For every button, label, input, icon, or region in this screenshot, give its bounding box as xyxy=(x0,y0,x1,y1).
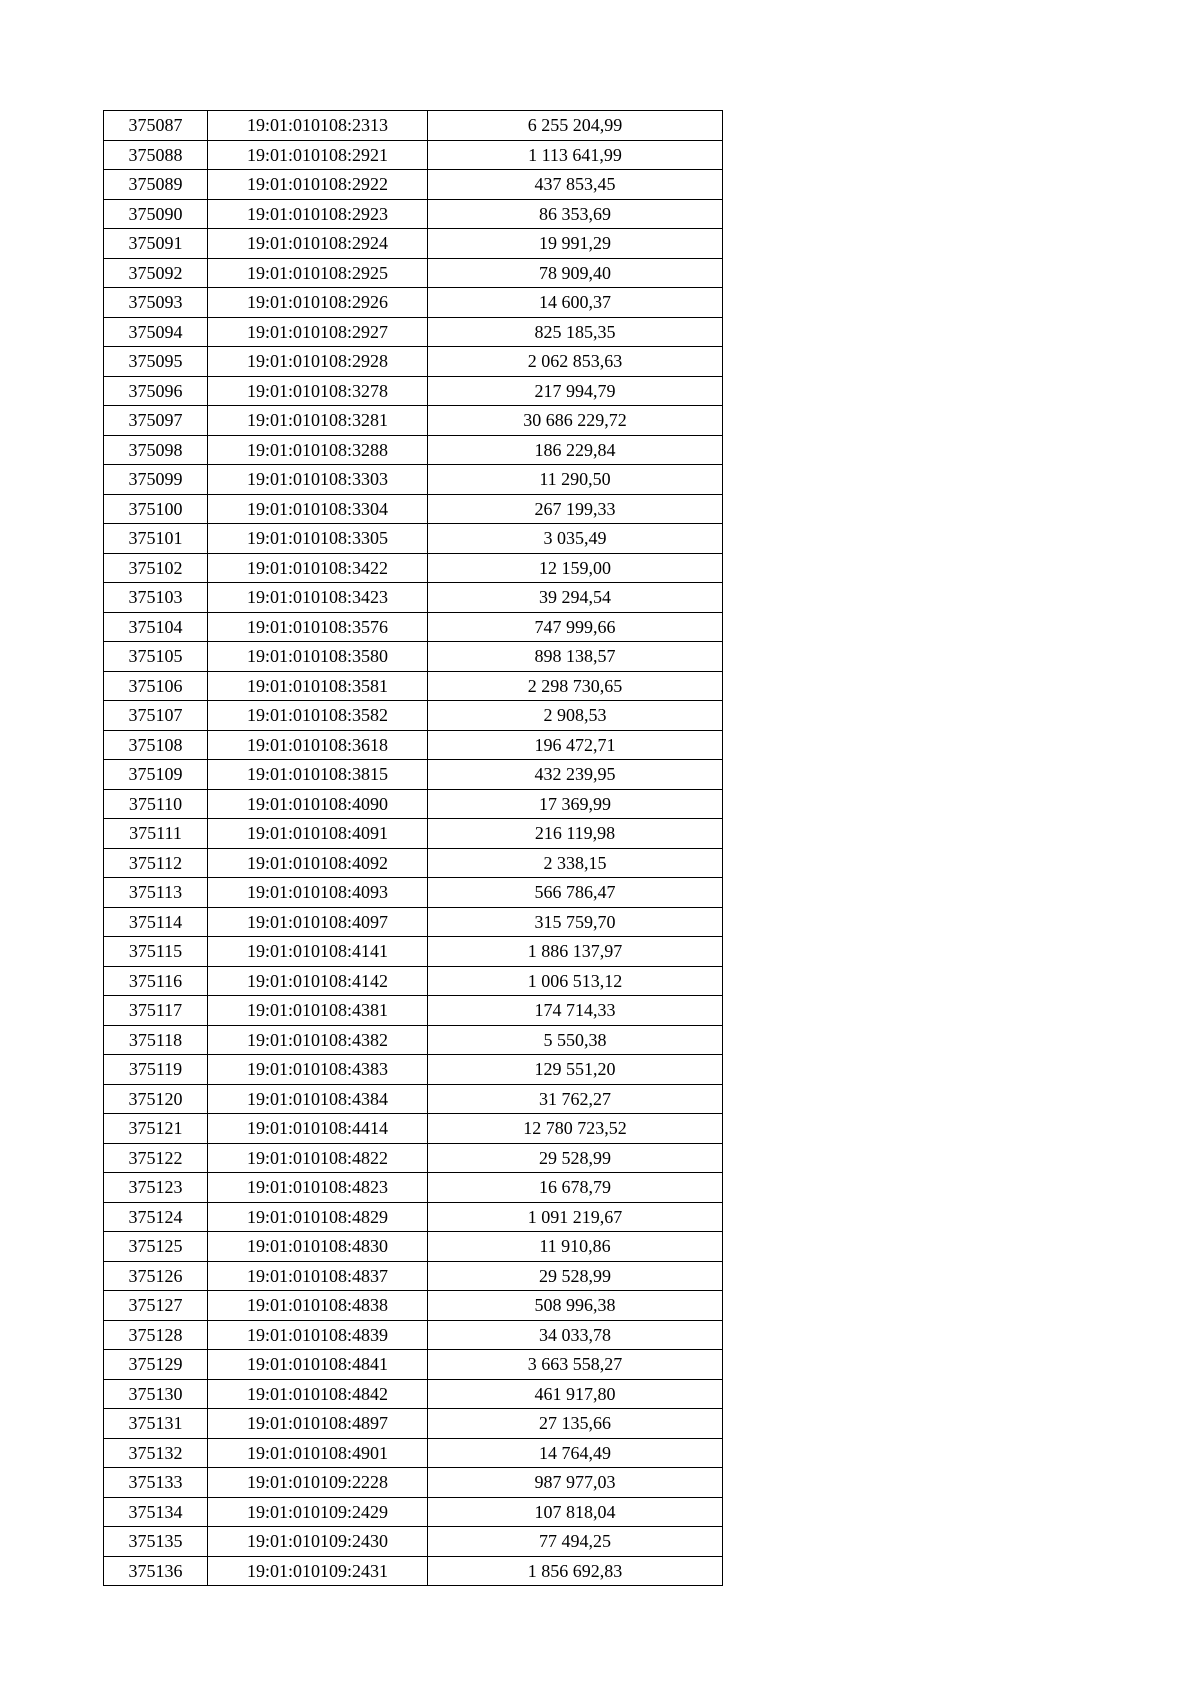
cadastral-value-cell: 174 714,33 xyxy=(428,996,723,1026)
cadastral-value-cell: 78 909,40 xyxy=(428,258,723,288)
row-number-cell: 375120 xyxy=(104,1084,208,1114)
cadastral-value-cell: 825 185,35 xyxy=(428,317,723,347)
cadastral-number-cell: 19:01:010108:3423 xyxy=(208,583,428,613)
cadastral-value-cell: 29 528,99 xyxy=(428,1261,723,1291)
cadastral-value-cell: 12 780 723,52 xyxy=(428,1114,723,1144)
table-row xyxy=(104,553,723,583)
row-number-cell: 375118 xyxy=(104,1025,208,1055)
cadastral-number-cell: 19:01:010108:3581 xyxy=(208,671,428,701)
cadastral-number-cell: 19:01:010108:2923 xyxy=(208,199,428,229)
row-number-cell: 375121 xyxy=(104,1114,208,1144)
cadastral-number-cell: 19:01:010108:4897 xyxy=(208,1409,428,1439)
cadastral-number-cell: 19:01:010108:2927 xyxy=(208,317,428,347)
table-row xyxy=(104,966,723,996)
table-row xyxy=(104,435,723,465)
table-row xyxy=(104,878,723,908)
table-row xyxy=(104,1055,723,1085)
row-number-cell: 375091 xyxy=(104,229,208,259)
cadastral-value-cell: 747 999,66 xyxy=(428,612,723,642)
cadastral-number-cell: 19:01:010108:3582 xyxy=(208,701,428,731)
row-number-cell: 375105 xyxy=(104,642,208,672)
cadastral-number-cell: 19:01:010108:3305 xyxy=(208,524,428,554)
row-number-cell: 375103 xyxy=(104,583,208,613)
cadastral-value-cell: 12 159,00 xyxy=(428,553,723,583)
row-number-cell: 375094 xyxy=(104,317,208,347)
row-number-cell: 375111 xyxy=(104,819,208,849)
table-row xyxy=(104,1409,723,1439)
cadastral-number-cell: 19:01:010108:4382 xyxy=(208,1025,428,1055)
row-number-cell: 375110 xyxy=(104,789,208,819)
cadastral-value-cell: 86 353,69 xyxy=(428,199,723,229)
cadastral-value-cell: 461 917,80 xyxy=(428,1379,723,1409)
row-number-cell: 375131 xyxy=(104,1409,208,1439)
table-row xyxy=(104,1497,723,1527)
cadastral-number-cell: 19:01:010108:4837 xyxy=(208,1261,428,1291)
table-row xyxy=(104,406,723,436)
cadastral-number-cell: 19:01:010108:4090 xyxy=(208,789,428,819)
cadastral-value-cell: 987 977,03 xyxy=(428,1468,723,1498)
row-number-cell: 375123 xyxy=(104,1173,208,1203)
cadastral-value-cell: 11 910,86 xyxy=(428,1232,723,1262)
cadastral-number-cell: 19:01:010108:4830 xyxy=(208,1232,428,1262)
cadastral-number-cell: 19:01:010109:2431 xyxy=(208,1556,428,1586)
cadastral-value-cell: 1 113 641,99 xyxy=(428,140,723,170)
cadastral-value-cell: 5 550,38 xyxy=(428,1025,723,1055)
cadastral-value-cell: 315 759,70 xyxy=(428,907,723,937)
table-row xyxy=(104,1173,723,1203)
cadastral-number-cell: 19:01:010109:2430 xyxy=(208,1527,428,1557)
cadastral-value-cell: 17 369,99 xyxy=(428,789,723,819)
table-row xyxy=(104,1261,723,1291)
cadastral-number-cell: 19:01:010108:2922 xyxy=(208,170,428,200)
cadastral-value-cell: 3 035,49 xyxy=(428,524,723,554)
table-row xyxy=(104,1320,723,1350)
cadastral-number-cell: 19:01:010108:2313 xyxy=(208,111,428,141)
table-row xyxy=(104,612,723,642)
table-row xyxy=(104,789,723,819)
row-number-cell: 375132 xyxy=(104,1438,208,1468)
cadastral-number-cell: 19:01:010108:2926 xyxy=(208,288,428,318)
table-row xyxy=(104,288,723,318)
cadastral-value-cell: 898 138,57 xyxy=(428,642,723,672)
cadastral-number-cell: 19:01:010108:3278 xyxy=(208,376,428,406)
row-number-cell: 375127 xyxy=(104,1291,208,1321)
cadastral-value-cell: 107 818,04 xyxy=(428,1497,723,1527)
cadastral-value-cell: 216 119,98 xyxy=(428,819,723,849)
table-row xyxy=(104,1025,723,1055)
cadastral-value-table xyxy=(103,110,723,1586)
row-number-cell: 375096 xyxy=(104,376,208,406)
row-number-cell: 375093 xyxy=(104,288,208,318)
cadastral-number-cell: 19:01:010108:4093 xyxy=(208,878,428,908)
cadastral-number-cell: 19:01:010108:2924 xyxy=(208,229,428,259)
cadastral-number-cell: 19:01:010108:3618 xyxy=(208,730,428,760)
row-number-cell: 375088 xyxy=(104,140,208,170)
cadastral-value-cell: 437 853,45 xyxy=(428,170,723,200)
cadastral-number-cell: 19:01:010108:3288 xyxy=(208,435,428,465)
cadastral-value-cell: 31 762,27 xyxy=(428,1084,723,1114)
cadastral-value-cell: 30 686 229,72 xyxy=(428,406,723,436)
cadastral-value-cell: 217 994,79 xyxy=(428,376,723,406)
cadastral-number-cell: 19:01:010108:3304 xyxy=(208,494,428,524)
table-row xyxy=(104,376,723,406)
cadastral-value-cell: 2 298 730,65 xyxy=(428,671,723,701)
table-row xyxy=(104,140,723,170)
row-number-cell: 375108 xyxy=(104,730,208,760)
table-row xyxy=(104,996,723,1026)
table-row xyxy=(104,1114,723,1144)
row-number-cell: 375119 xyxy=(104,1055,208,1085)
cadastral-value-cell: 2 338,15 xyxy=(428,848,723,878)
cadastral-value-cell: 27 135,66 xyxy=(428,1409,723,1439)
cadastral-number-cell: 19:01:010108:2921 xyxy=(208,140,428,170)
table-row xyxy=(104,701,723,731)
row-number-cell: 375129 xyxy=(104,1350,208,1380)
cadastral-number-cell: 19:01:010108:2925 xyxy=(208,258,428,288)
cadastral-value-cell: 432 239,95 xyxy=(428,760,723,790)
cadastral-number-cell: 19:01:010108:2928 xyxy=(208,347,428,377)
table-row xyxy=(104,1438,723,1468)
cadastral-number-cell: 19:01:010108:4384 xyxy=(208,1084,428,1114)
cadastral-number-cell: 19:01:010108:4839 xyxy=(208,1320,428,1350)
row-number-cell: 375090 xyxy=(104,199,208,229)
table-row xyxy=(104,760,723,790)
cadastral-value-cell: 129 551,20 xyxy=(428,1055,723,1085)
row-number-cell: 375089 xyxy=(104,170,208,200)
cadastral-number-cell: 19:01:010108:3576 xyxy=(208,612,428,642)
cadastral-number-cell: 19:01:010108:4901 xyxy=(208,1438,428,1468)
row-number-cell: 375100 xyxy=(104,494,208,524)
table-row xyxy=(104,671,723,701)
row-number-cell: 375112 xyxy=(104,848,208,878)
cadastral-value-cell: 186 229,84 xyxy=(428,435,723,465)
table-row xyxy=(104,524,723,554)
cadastral-value-cell: 3 663 558,27 xyxy=(428,1350,723,1380)
table-row xyxy=(104,1379,723,1409)
table-row xyxy=(104,730,723,760)
cadastral-number-cell: 19:01:010108:4142 xyxy=(208,966,428,996)
cadastral-number-cell: 19:01:010108:3580 xyxy=(208,642,428,672)
cadastral-number-cell: 19:01:010108:4092 xyxy=(208,848,428,878)
table-row xyxy=(104,1232,723,1262)
row-number-cell: 375087 xyxy=(104,111,208,141)
cadastral-value-cell: 1 856 692,83 xyxy=(428,1556,723,1586)
cadastral-number-cell: 19:01:010108:4841 xyxy=(208,1350,428,1380)
row-number-cell: 375125 xyxy=(104,1232,208,1262)
cadastral-number-cell: 19:01:010108:3422 xyxy=(208,553,428,583)
table-row xyxy=(104,465,723,495)
table-row xyxy=(104,1291,723,1321)
row-number-cell: 375134 xyxy=(104,1497,208,1527)
row-number-cell: 375114 xyxy=(104,907,208,937)
table-row xyxy=(104,317,723,347)
cadastral-number-cell: 19:01:010108:4141 xyxy=(208,937,428,967)
table-row xyxy=(104,848,723,878)
table-row xyxy=(104,494,723,524)
cadastral-number-cell: 19:01:010108:3281 xyxy=(208,406,428,436)
cadastral-value-cell: 508 996,38 xyxy=(428,1291,723,1321)
row-number-cell: 375113 xyxy=(104,878,208,908)
row-number-cell: 375116 xyxy=(104,966,208,996)
table-row xyxy=(104,170,723,200)
table-row xyxy=(104,1468,723,1498)
row-number-cell: 375098 xyxy=(104,435,208,465)
table-row xyxy=(104,1527,723,1557)
table-row xyxy=(104,583,723,613)
table-row xyxy=(104,1202,723,1232)
row-number-cell: 375106 xyxy=(104,671,208,701)
table-row xyxy=(104,111,723,141)
cadastral-value-cell: 267 199,33 xyxy=(428,494,723,524)
cadastral-number-cell: 19:01:010109:2228 xyxy=(208,1468,428,1498)
table-row xyxy=(104,907,723,937)
cadastral-number-cell: 19:01:010108:3815 xyxy=(208,760,428,790)
cadastral-number-cell: 19:01:010108:4414 xyxy=(208,1114,428,1144)
cadastral-value-cell: 39 294,54 xyxy=(428,583,723,613)
cadastral-value-cell: 14 764,49 xyxy=(428,1438,723,1468)
cadastral-value-cell: 196 472,71 xyxy=(428,730,723,760)
table-row xyxy=(104,1556,723,1586)
row-number-cell: 375099 xyxy=(104,465,208,495)
row-number-cell: 375101 xyxy=(104,524,208,554)
row-number-cell: 375122 xyxy=(104,1143,208,1173)
table-row xyxy=(104,1084,723,1114)
row-number-cell: 375128 xyxy=(104,1320,208,1350)
row-number-cell: 375126 xyxy=(104,1261,208,1291)
table-row xyxy=(104,229,723,259)
row-number-cell: 375102 xyxy=(104,553,208,583)
table-row xyxy=(104,1143,723,1173)
cadastral-value-cell: 1 091 219,67 xyxy=(428,1202,723,1232)
cadastral-value-cell: 1 886 137,97 xyxy=(428,937,723,967)
row-number-cell: 375107 xyxy=(104,701,208,731)
row-number-cell: 375133 xyxy=(104,1468,208,1498)
row-number-cell: 375130 xyxy=(104,1379,208,1409)
cadastral-number-cell: 19:01:010108:4091 xyxy=(208,819,428,849)
cadastral-number-cell: 19:01:010109:2429 xyxy=(208,1497,428,1527)
row-number-cell: 375109 xyxy=(104,760,208,790)
row-number-cell: 375095 xyxy=(104,347,208,377)
cadastral-number-cell: 19:01:010108:4838 xyxy=(208,1291,428,1321)
cadastral-value-cell: 6 255 204,99 xyxy=(428,111,723,141)
cadastral-number-cell: 19:01:010108:4822 xyxy=(208,1143,428,1173)
cadastral-number-cell: 19:01:010108:3303 xyxy=(208,465,428,495)
cadastral-value-cell: 29 528,99 xyxy=(428,1143,723,1173)
cadastral-number-cell: 19:01:010108:4842 xyxy=(208,1379,428,1409)
cadastral-value-cell: 14 600,37 xyxy=(428,288,723,318)
table-row xyxy=(104,819,723,849)
table-row xyxy=(104,642,723,672)
cadastral-value-cell: 2 062 853,63 xyxy=(428,347,723,377)
table-row xyxy=(104,937,723,967)
cadastral-value-cell: 19 991,29 xyxy=(428,229,723,259)
cadastral-number-cell: 19:01:010108:4823 xyxy=(208,1173,428,1203)
row-number-cell: 375115 xyxy=(104,937,208,967)
row-number-cell: 375135 xyxy=(104,1527,208,1557)
cadastral-value-cell: 11 290,50 xyxy=(428,465,723,495)
table-row xyxy=(104,1350,723,1380)
cadastral-value-cell: 2 908,53 xyxy=(428,701,723,731)
row-number-cell: 375097 xyxy=(104,406,208,436)
cadastral-number-cell: 19:01:010108:4383 xyxy=(208,1055,428,1085)
cadastral-value-cell: 1 006 513,12 xyxy=(428,966,723,996)
cadastral-number-cell: 19:01:010108:4381 xyxy=(208,996,428,1026)
table-row xyxy=(104,199,723,229)
cadastral-number-cell: 19:01:010108:4097 xyxy=(208,907,428,937)
row-number-cell: 375104 xyxy=(104,612,208,642)
row-number-cell: 375117 xyxy=(104,996,208,1026)
cadastral-value-cell: 16 678,79 xyxy=(428,1173,723,1203)
cadastral-value-cell: 77 494,25 xyxy=(428,1527,723,1557)
cadastral-number-cell: 19:01:010108:4829 xyxy=(208,1202,428,1232)
row-number-cell: 375136 xyxy=(104,1556,208,1586)
row-number-cell: 375092 xyxy=(104,258,208,288)
cadastral-value-cell: 34 033,78 xyxy=(428,1320,723,1350)
table-row xyxy=(104,258,723,288)
table-row xyxy=(104,347,723,377)
row-number-cell: 375124 xyxy=(104,1202,208,1232)
table-body xyxy=(104,111,723,1586)
cadastral-value-cell: 566 786,47 xyxy=(428,878,723,908)
